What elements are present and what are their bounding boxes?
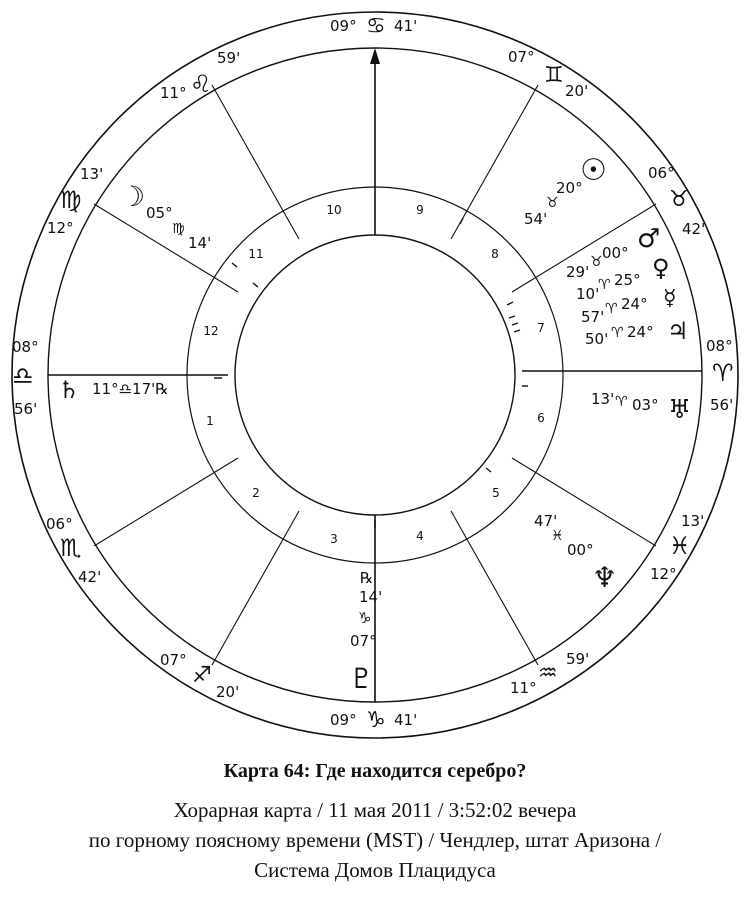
ic-sign-icon: ♑ — [366, 708, 386, 733]
cusp-6-sign-icon: ♓ — [669, 532, 691, 560]
cusp-2-degree: 06° — [46, 515, 73, 533]
cusp-6-minutes: 13' — [681, 512, 705, 530]
house-number-1: 1 — [206, 414, 214, 428]
mars-minutes: 29' — [566, 263, 590, 281]
cusp-12-minutes: 13' — [80, 165, 104, 183]
neptune-minutes: 47' — [534, 512, 558, 530]
pluto-retrograde-icon: ℞ — [360, 569, 374, 587]
sun-icon: ☉ — [580, 153, 607, 188]
neptune-sign-icon: ♓ — [551, 528, 564, 544]
saturn-position: 11°♎17'℞ — [92, 380, 169, 398]
tick-7 — [486, 468, 491, 472]
mc-degree: 09° — [330, 17, 357, 35]
pluto-minutes: 14' — [359, 588, 383, 606]
cusp-line-6 — [451, 511, 538, 665]
house-number-12: 12 — [203, 324, 219, 338]
pluto-sign-icon: ♑ — [358, 609, 372, 627]
house-number-11: 11 — [248, 247, 264, 261]
planet-ticks — [214, 218, 528, 528]
uranus-minutes: 13' — [591, 390, 615, 408]
mars-sign-icon: ♉ — [590, 254, 603, 270]
house-number-9: 9 — [416, 203, 424, 217]
house-ring-outer — [187, 187, 563, 563]
mercury-degree: 24° — [621, 295, 648, 313]
uranus-icon: ♅ — [668, 395, 692, 425]
cusp-5-degree: 11° — [510, 679, 537, 697]
cusp-8-minutes: 42' — [682, 220, 706, 238]
mc-minutes: 41' — [394, 17, 418, 35]
cusp-12-degree: 12° — [47, 219, 74, 237]
tick-3 — [509, 316, 515, 318]
house-number-8: 8 — [491, 247, 499, 261]
ic-degree: 09° — [330, 711, 357, 729]
chart-caption-line-1: Хорарная карта / 11 мая 2011 / 3:52:02 вечера — [173, 798, 577, 822]
ic-minutes: 41' — [394, 711, 418, 729]
saturn-icon: ♄ — [58, 376, 80, 404]
tick-5 — [507, 302, 513, 305]
venus-degree: 25° — [614, 271, 641, 289]
cusp-11-sign-icon: ♌ — [190, 70, 212, 98]
dsc-degree: 08° — [706, 337, 733, 355]
cusp-9-degree: 07° — [508, 48, 535, 66]
jupiter-sign-icon: ♈ — [611, 325, 624, 341]
house-number-5: 5 — [492, 486, 500, 500]
cusp-3-degree: 07° — [160, 651, 187, 669]
venus-sign-icon: ♈ — [598, 277, 611, 293]
house-number-3: 3 — [330, 532, 338, 546]
cusp-3-minutes: 20' — [216, 683, 240, 701]
cusp-3-sign-icon: ♐ — [192, 663, 212, 688]
tick-11 — [253, 283, 258, 287]
sun-minutes: 54' — [524, 210, 548, 228]
asc-sign-icon: ♎ — [12, 362, 34, 390]
uranus-sign-icon: ♈ — [615, 394, 628, 410]
cusp-labels — [12, 14, 734, 733]
cusp-11-degree: 11° — [160, 84, 187, 102]
cusp-2-minutes: 42' — [78, 568, 102, 586]
dsc-sign-icon: ♈ — [712, 359, 734, 387]
jupiter-icon: ♃ — [667, 317, 689, 345]
asc-degree: 08° — [12, 338, 39, 356]
cusp-9-minutes: 20' — [565, 82, 589, 100]
cusp-5-minutes: 59' — [566, 650, 590, 668]
house-number-2: 2 — [252, 486, 260, 500]
pluto-icon: ♇ — [349, 662, 375, 695]
moon-sign-icon: ♍ — [172, 221, 185, 237]
mc-sign-icon: ♋ — [366, 14, 386, 39]
pluto-degree: 07° — [350, 632, 377, 650]
chart-caption-title: Карта 64: Где находится серебро? — [223, 760, 527, 782]
house-number-10: 10 — [326, 203, 342, 217]
mars-icon: ♂ — [637, 224, 661, 254]
dsc-minutes: 56' — [710, 396, 734, 414]
house-number-4: 4 — [416, 529, 424, 543]
cusp-6-degree: 12° — [650, 565, 677, 583]
moon-minutes: 14' — [188, 234, 212, 252]
cusp-line-3 — [212, 511, 299, 665]
tick-6 — [460, 218, 463, 224]
cusp-line-2 — [94, 458, 238, 546]
cusp-line-11 — [212, 85, 299, 239]
sun-sign-icon: ♉ — [546, 195, 559, 211]
cusp-11-minutes: 59' — [217, 49, 241, 67]
cusp-2-sign-icon: ♏ — [60, 534, 82, 562]
neptune-degree: 00° — [567, 541, 594, 559]
house-ring-inner — [235, 235, 515, 515]
chart-caption-line-3: Система Домов Плацидуса — [254, 858, 496, 882]
mercury-icon: ☿ — [663, 286, 677, 311]
sun-degree: 20° — [556, 179, 583, 197]
uranus-degree: 03° — [632, 396, 659, 414]
cusp-line-5 — [512, 458, 656, 546]
cusp-8-degree: 06° — [648, 164, 675, 182]
cusp-8-sign-icon: ♉ — [669, 187, 689, 212]
mars-degree: 00° — [602, 244, 629, 262]
moon-icon: ☽ — [120, 180, 146, 213]
tick-9 — [232, 263, 237, 267]
house-number-7: 7 — [537, 321, 545, 335]
mc-arrowhead — [370, 48, 380, 64]
house-number-6: 6 — [537, 411, 545, 425]
jupiter-minutes: 50' — [585, 330, 609, 348]
venus-minutes: 10' — [576, 285, 600, 303]
moon-degree: 05° — [146, 204, 173, 222]
asc-minutes: 56' — [14, 400, 38, 418]
jupiter-degree: 24° — [627, 323, 654, 341]
chart-caption-line-2: по горному поясному времени (MST) / Чендлер, штат Аризона / — [88, 828, 662, 852]
cusp-5-sign-icon: ♒ — [538, 661, 558, 686]
tick-2 — [512, 323, 518, 325]
cusp-12-sign-icon: ♍ — [60, 186, 82, 214]
mercury-minutes: 57' — [581, 308, 605, 326]
mercury-sign-icon: ♈ — [605, 301, 618, 317]
cusp-9-sign-icon: ♊ — [544, 63, 564, 88]
house-numbers — [203, 203, 544, 546]
neptune-icon: ♆ — [592, 561, 618, 594]
venus-icon: ♀ — [652, 254, 670, 282]
tick-4 — [514, 330, 520, 332]
